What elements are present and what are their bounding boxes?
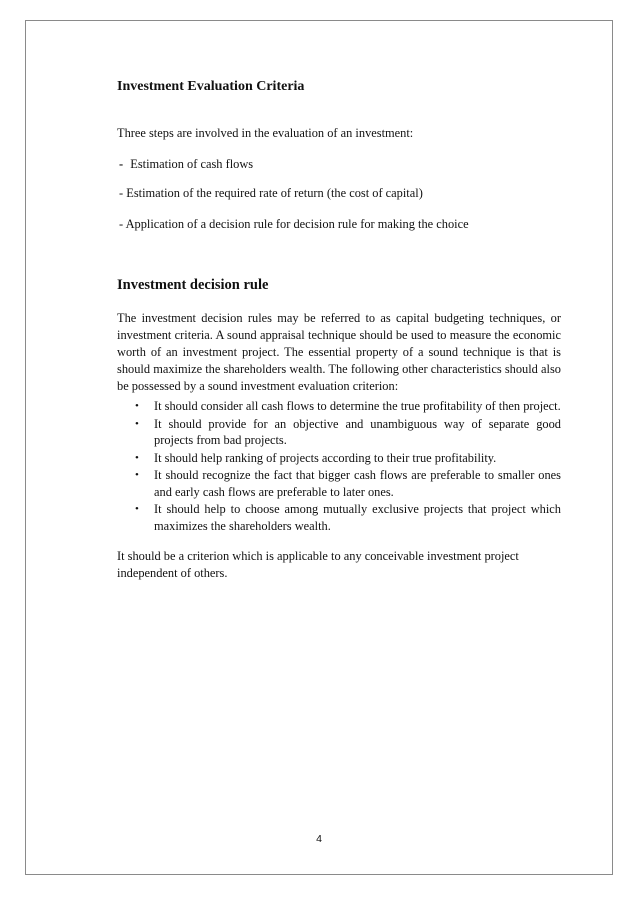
bullet-icon: • <box>135 417 139 430</box>
body-paragraph: The investment decision rules may be referred to as capital budgeting techniques, or investment criteria. A sound appraisal technique should be used to measure the economic worth of an investment project. The essential property of a sound technique is that is should maximize the shareholders wealth. The following other characteristics should also be possessed by a sound investment evaluation criterion: <box>117 311 561 393</box>
section-heading-decision-rule: Investment decision rule <box>117 277 269 293</box>
bullet-icon: • <box>135 400 139 412</box>
step-item <box>119 186 423 201</box>
bullet-item <box>117 416 561 449</box>
bullet-text: It should help to choose among mutually exclusive projects that project which maximizes the shareholders wealth. <box>154 502 561 533</box>
closing-paragraph: It should be a criterion which is applicable to any conceivable investment project independent of others. <box>117 549 519 580</box>
step-item <box>119 157 253 172</box>
bullet-item <box>117 501 561 534</box>
step-text: Application of a decision rule for decision rule for making the choice <box>125 217 469 231</box>
bullet-item <box>117 467 561 500</box>
step-text: Estimation of the required rate of return (the cost of capital) <box>126 186 423 200</box>
step-item <box>119 217 469 232</box>
step-dash: - <box>119 186 124 200</box>
page-number: 4 <box>316 833 322 845</box>
bullet-text: It should provide for an objective and unambiguous way of separate good projects from bad projects. <box>154 416 561 447</box>
bullet-text: It should consider all cash flows to determine the true profitability of then project. <box>154 399 561 413</box>
step-dash: - <box>119 157 124 171</box>
bullet-icon: • <box>135 451 139 464</box>
intro-text: Three steps are involved in the evaluation of an investment: <box>117 126 414 140</box>
bullet-text: It should help ranking of projects according to their true profitability. <box>154 450 497 465</box>
bullet-text: It should recognize the fact that bigger cash flows are preferable to smaller ones and early cash flows are preferable to later ones. <box>154 468 561 499</box>
section-heading-evaluation-criteria: Investment Evaluation Criteria <box>117 79 305 94</box>
bullet-icon: • <box>135 503 139 515</box>
bullet-item <box>117 398 561 415</box>
bullet-item <box>117 450 561 467</box>
step-dash: - <box>119 217 124 231</box>
bullet-list <box>117 398 561 534</box>
step-text: Estimation of cash flows <box>130 157 254 171</box>
bullet-icon: • <box>135 469 139 481</box>
